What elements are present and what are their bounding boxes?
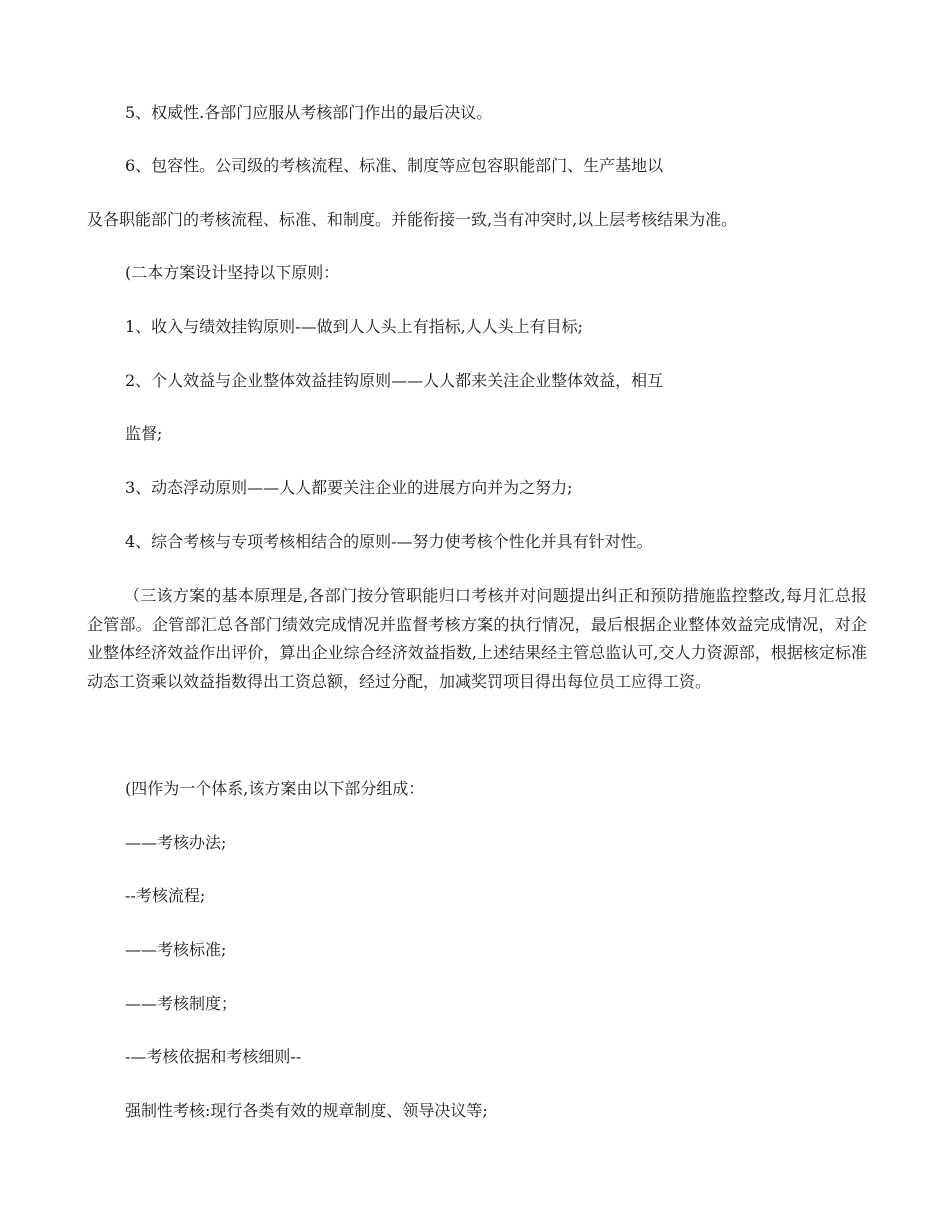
section-heading-principles: (二本方案设计坚持以下原则： [125, 263, 340, 282]
list-item-principle-4: 4、综合考核与专项考核相结合的原则-—努力使考核个性化并具有针对性。 [125, 532, 653, 551]
section-heading-system: (四作为一个体系,该方案由以下部分组成： [125, 779, 425, 798]
list-item-assessment-process: --考核流程; [125, 886, 206, 905]
text-line-inclusiveness: 6、包容性。公司级的考核流程、标准、制度等应包容职能部门、生产基地以 [125, 156, 664, 175]
text-line-inclusiveness-cont: 及各职能部门的考核流程、标准、和制度。并能衔接一致,当有冲突时,以上层考核结果为准。 [87, 210, 738, 229]
list-item-principle-3: 3、动态浮动原则——人人都要关注企业的进展方向并为之努力; [125, 478, 573, 497]
list-item-assessment-standard: ——考核标准; [125, 940, 227, 959]
list-item-assessment-basis: -—考核依据和考核细则-- [125, 1047, 302, 1066]
list-item-assessment-method: ——考核办法; [125, 833, 227, 852]
list-item-assessment-system: ——考核制度； [125, 994, 238, 1013]
list-item-principle-2-cont: 监督; [125, 424, 163, 443]
list-item-principle-1: 1、收入与绩效挂钩原则-—做到人人头上有指标,人人头上有目标; [125, 317, 584, 336]
text-line-authority: 5、权威性.各部门应服从考核部门作出的最后决议。 [125, 103, 493, 122]
paragraph-basic-principle: （三该方案的基本原理是,各部门按分管职能归口考核并对问题提出纠正和预防措施监控整改,每月汇总报企管部。企管部汇总各部门绩效完成情况并监督考核方案的执行情况，最后根据企业整体效益完成情况，对企业整体经济效益作出评价，算出企业综合经济效益指数,上述结果经主管总监认可,交人力资源部，根据核定标准动态工资乘以效益指数得出工资总额，经过分配，加减奖罚项目得出每位员工应得工资。 [87, 586, 867, 691]
list-item-principle-2: 2、个人效益与企业整体效益挂钩原则——人人都来关注企业整体效益，相互 [125, 371, 664, 390]
text-line-mandatory-assessment: 强制性考核:现行各类有效的规章制度、领导决议等; [125, 1101, 488, 1120]
